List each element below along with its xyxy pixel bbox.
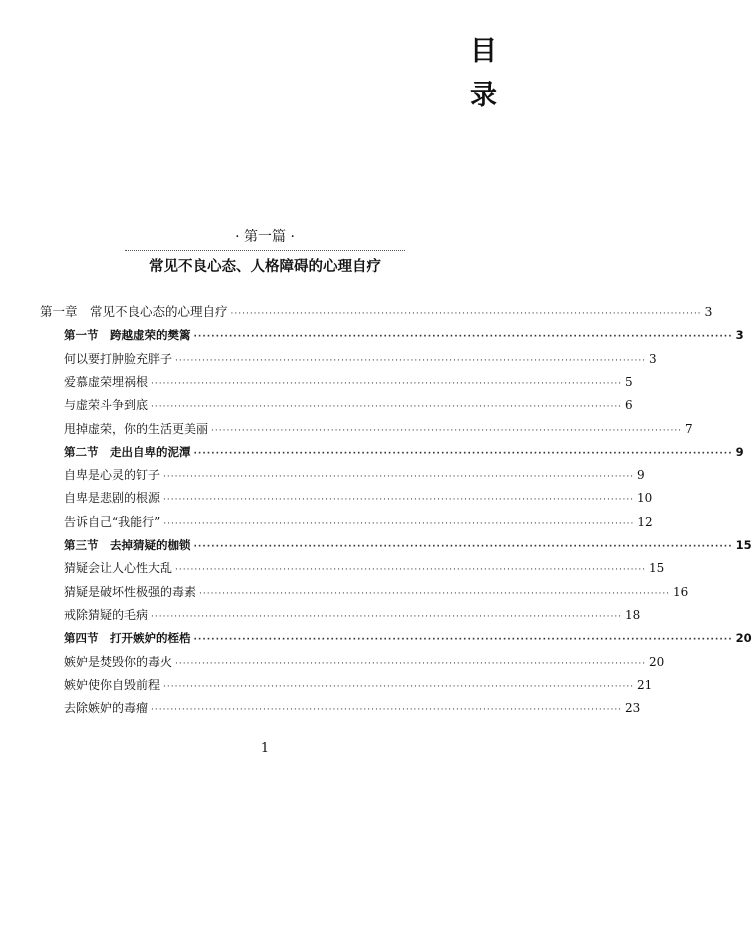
toc-entry-page: 3 [704,304,713,319]
toc-entry-title: 自卑是悲剧的根源 [64,491,161,506]
toc-entry-page: 15 [649,561,665,576]
toc-entry-page: 5 [625,374,633,389]
dot-leader: ·························································································································· [163,518,635,529]
dot-leader: ·························································································································· [151,611,623,622]
toc-entry-title: 猜疑是破坏性极强的毒素 [64,584,197,599]
toc-item-row[interactable] [64,371,633,393]
toc-item-row[interactable] [64,394,633,416]
toc-entry-title: 第四节 打开嫉妒的桎梏 [64,631,191,646]
part-title: 常见不良心态、人格障碍的心理自疗 [149,259,381,275]
toc-entry-page: 3 [735,328,744,343]
toc-entry-title: 第三节 去掉猜疑的枷锁 [64,538,191,552]
toc-entry-page: 12 [637,514,653,529]
toc-entry-page: 9 [735,444,744,459]
toc-entry-page: 10 [637,491,653,506]
dot-leader: ·························································································································· [151,402,623,413]
toc-entry-page: 7 [685,421,693,436]
dot-leader: ·························································································································· [230,309,702,319]
toc-chapter-row[interactable] [40,301,713,323]
toc-entry-page: 20 [649,654,665,669]
toc-entry-title: 第一章 常见不良心态的心理自疗 [40,304,228,319]
toc-entry-title: 猜疑会让人心性大乱 [64,561,173,576]
toc-section-row[interactable] [64,627,752,649]
toc-entry-page: 20 [735,631,752,646]
dot-leader: ·························································································································· [193,542,733,552]
toc-entry-title: 甩掉虚荣，你的生活更美丽 [64,421,209,436]
dot-leader: ·························································································································· [151,705,623,716]
dot-leader: ·························································································································· [163,472,635,483]
toc-entry-title: 何以要打肿脸充胖子 [64,351,173,366]
toc-entry-page: 15 [735,538,752,552]
toc-item-row[interactable] [64,697,641,719]
toc-item-row[interactable] [64,604,641,626]
toc-item-row[interactable] [64,418,693,440]
toc-section-row[interactable] [64,441,744,463]
toc-entry-title: 嫉妒是焚毁你的毒火 [64,654,173,669]
dot-leader: ·························································································································· [175,565,647,576]
toc-section-row[interactable] [64,324,744,346]
toc-entry-title: 第二节 走出自卑的泥潭 [64,444,191,459]
toc-entry-page: 21 [637,677,653,692]
toc-entry-title: 自卑是心灵的钉子 [64,468,161,483]
toc-entry-page: 18 [625,607,641,622]
toc-entry-title: 去除嫉妒的毒瘤 [64,701,149,716]
dot-leader: ·························································································································· [193,635,733,646]
toc-item-row[interactable] [64,511,653,533]
dot-leader: ·························································································································· [175,658,647,669]
toc-item-row[interactable] [64,487,653,509]
toc-item-row[interactable] [64,674,653,696]
dot-leader: ·························································································································· [193,448,733,459]
dot-leader: ·························································································································· [193,332,733,343]
toc-entry-page: 3 [649,351,657,366]
toc-item-row[interactable] [64,651,665,673]
dot-leader: ·························································································································· [163,495,635,506]
toc-entry-title: 第一节 跨越虚荣的樊篱 [64,328,191,343]
toc-title-char-2: 录 [470,80,497,111]
toc-entry-title: 爱慕虚荣埋祸根 [64,374,149,389]
toc-entry-page: 23 [625,701,641,716]
toc-item-row[interactable] [64,581,689,603]
page-number: 1 [260,741,270,756]
toc-entry-page: 6 [625,398,633,413]
toc-title-char-1: 目 [470,36,497,67]
toc-entry-page: 9 [637,468,645,483]
toc-entry-title: 嫉妒使你自毁前程 [64,677,161,692]
toc-entry-page: 16 [673,584,689,599]
toc-item-row[interactable] [64,464,645,486]
toc-entry-title: 戒除猜疑的毛病 [64,607,149,622]
part-divider [125,250,405,251]
dot-leader: ·························································································································· [151,378,623,389]
toc-item-row[interactable] [64,348,657,370]
dot-leader: ·························································································································· [211,425,683,436]
toc-entry-title: 告诉自己“我能行” [64,514,161,529]
toc-item-row[interactable] [64,557,665,579]
dot-leader: ·························································································································· [175,355,647,366]
dot-leader: ·························································································································· [163,681,635,692]
toc-entry-title: 与虚荣斗争到底 [64,398,149,413]
dot-leader: ·························································································································· [199,588,671,599]
part-label: · 第一篇 · [235,229,295,245]
toc-section-row[interactable] [64,534,752,556]
